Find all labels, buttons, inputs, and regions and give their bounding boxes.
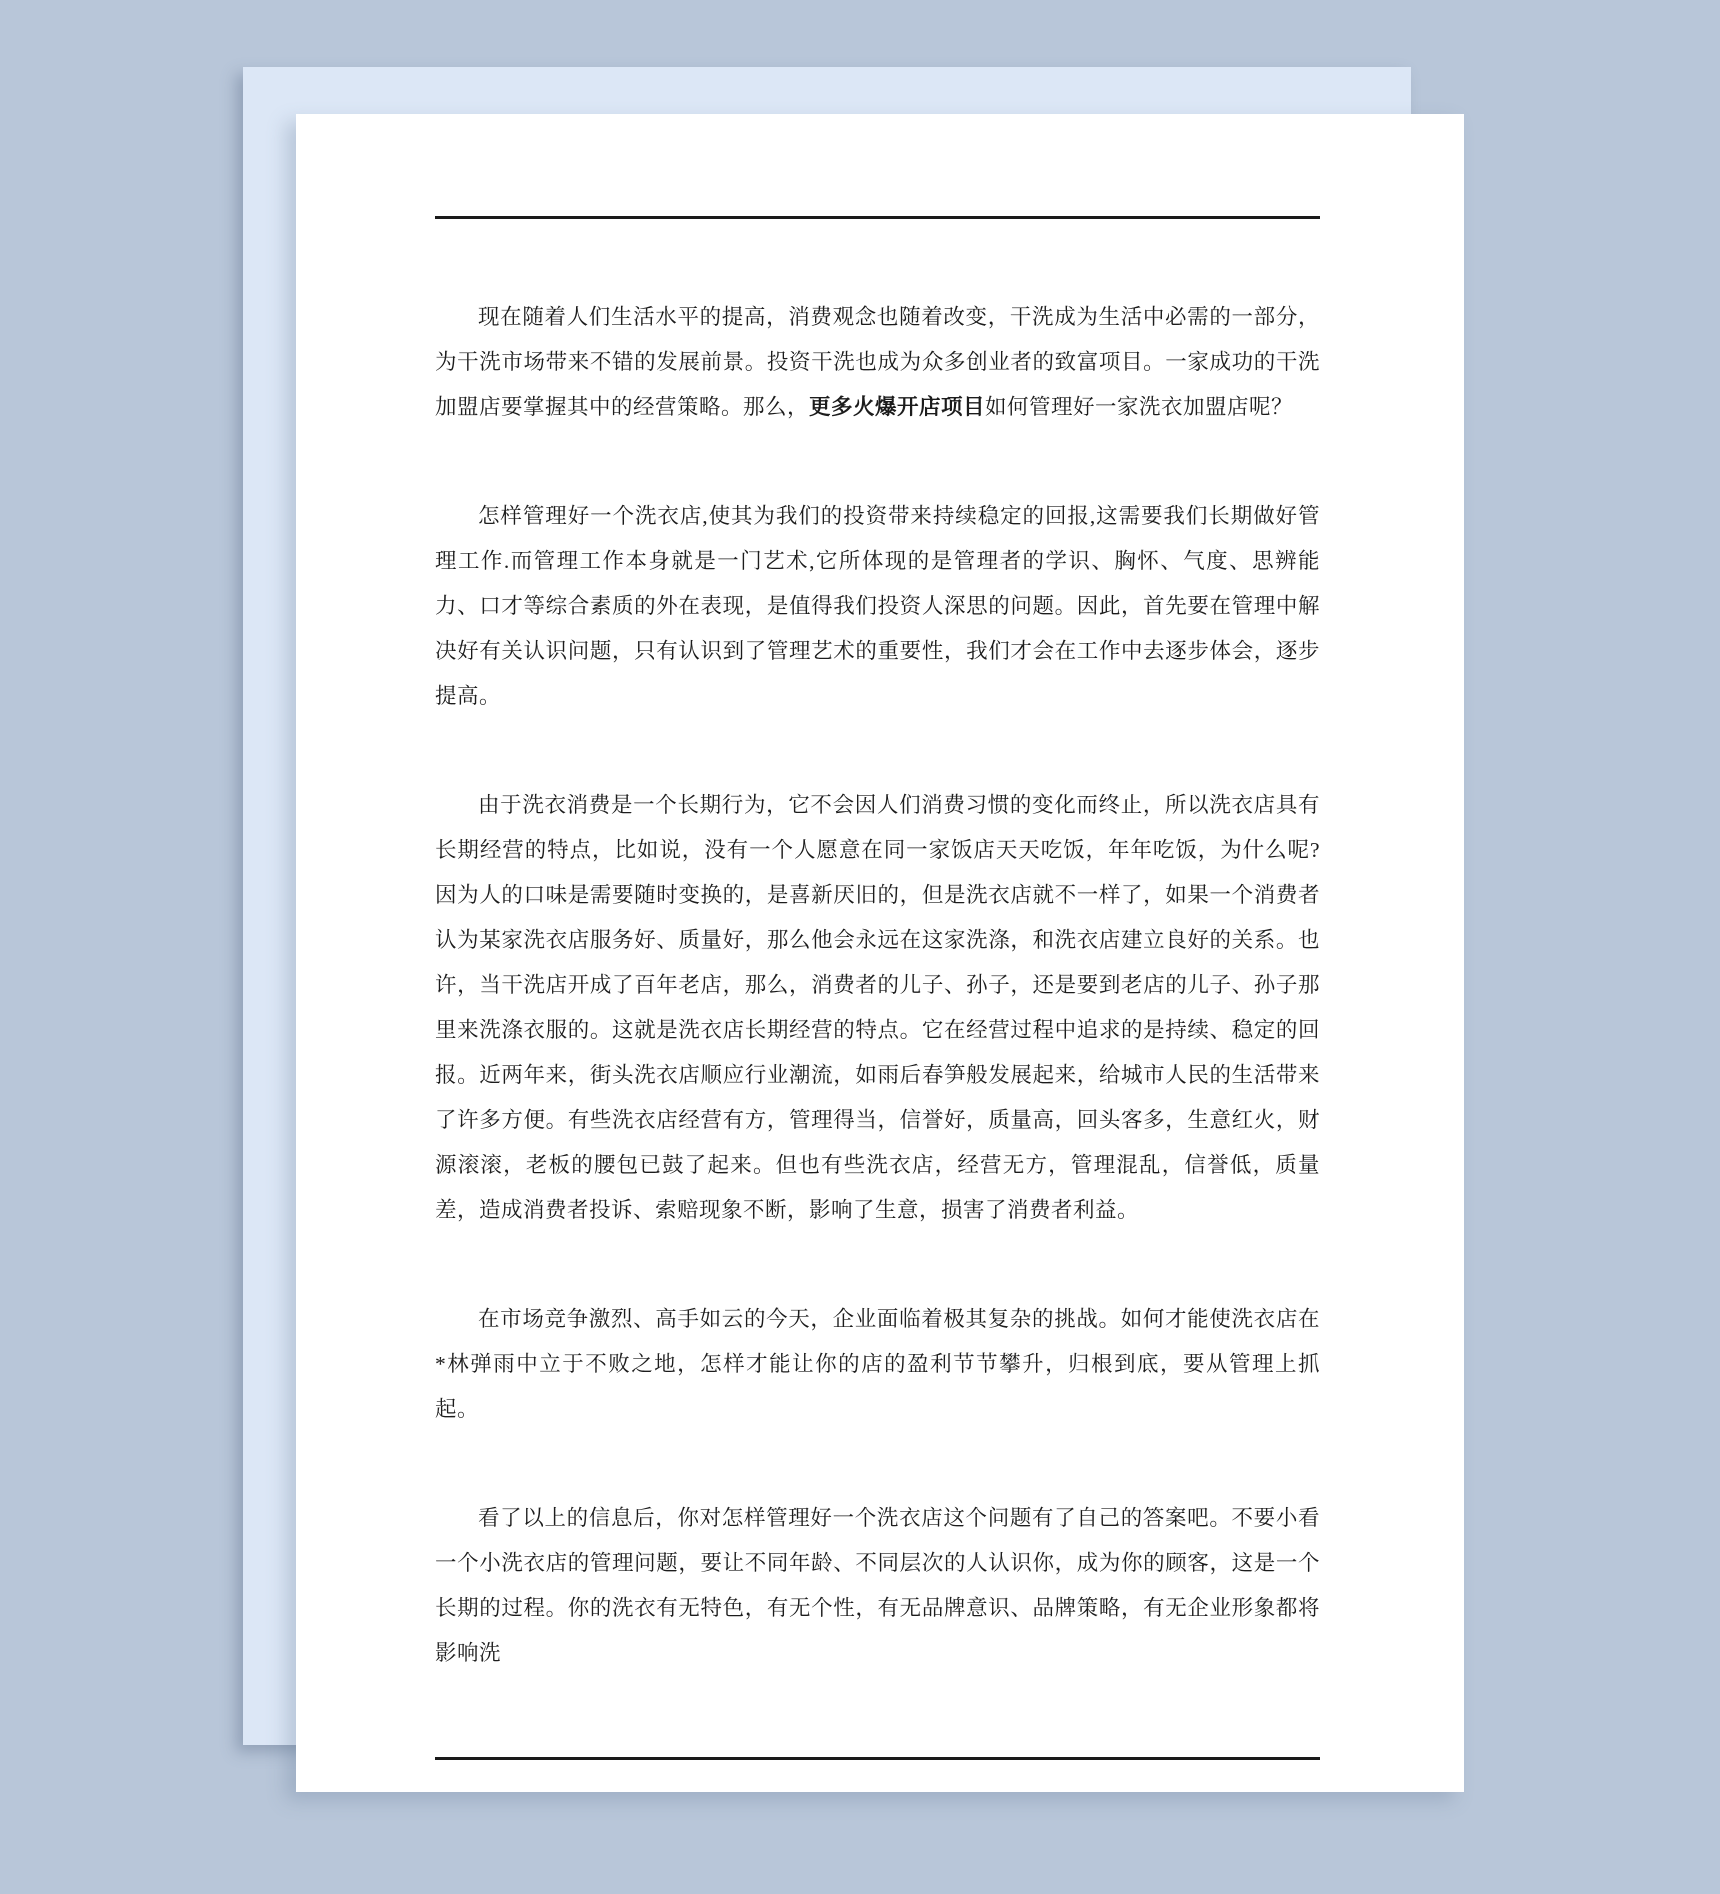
paragraph-1 (435, 295, 1320, 430)
document-page (296, 114, 1464, 1792)
paragraph-2: 怎样管理好一个洗衣店,使其为我们的投资带来持续稳定的回报,这需要我们长期做好管理工作.而管理工作本身就是一门艺术,它所体现的是管理者的学识、胸怀、气度、思辨能力、口才等综合素质的外在表现，是值得我们投资人深思的问题。因此，首先要在管理中解决好有关认识问题，只有认识到了管理艺术的重要性，我们才会在工作中去逐步体会，逐步提高。 (435, 504, 1320, 708)
document-body (435, 295, 1320, 1676)
paragraph-1-bold-phrase: 更多火爆开店项目 (809, 395, 986, 419)
page-margins (296, 216, 1464, 1894)
paragraph-1-text: 现在随着人们生活水平的提高，消费观念也随着改变，干洗成为生活中必需的一部分，为干洗市场带来不错的发展前景。投资干洗也成为众多创业者的致富项目。一家成功的干洗加盟店要掌握其中的经营策略。那么， (435, 305, 1320, 419)
paragraph-1-text-end: 如何管理好一家洗衣加盟店呢？ (985, 395, 1294, 419)
paragraph-3: 由于洗衣消费是一个长期行为，它不会因人们消费习惯的变化而终止，所以洗衣店具有长期经营的特点，比如说，没有一个人愿意在同一家饭店天天吃饭，年年吃饭，为什么呢?因为人的口味是需要随时变换的，是喜新厌旧的，但是洗衣店就不一样了，如果一个消费者认为某家洗衣店服务好、质量好，那么他会永远在这家洗涤，和洗衣店建立良好的关系。也许，当干洗店开成了百年老店，那么，消费者的儿子、孙子，还是要到老店的儿子、孙子那里来洗涤衣服的。这就是洗衣店长期经营的特点。它在经营过程中追求的是持续、稳定的回报。近两年来，街头洗衣店顺应行业潮流，如雨后春笋般发展起来，给城市人民的生活带来了许多方便。有些洗衣店经营有方，管理得当，信誉好，质量高，回头客多，生意红火，财源滚滚，老板的腰包已鼓了起来。但也有些洗衣店，经营无方，管理混乱，信誉低，质量差，造成消费者投诉、索赔现象不断，影响了生意，损害了消费者利益。 (435, 793, 1320, 1222)
footer-rule (435, 1757, 1320, 1760)
header-rule (435, 216, 1320, 219)
paragraph-5: 看了以上的信息后，你对怎样管理好一个洗衣店这个问题有了自己的答案吧。不要小看一个小洗衣店的管理问题，要让不同年龄、不同层次的人认识你，成为你的顾客，这是一个长期的过程。你的洗衣有无特色，有无个性，有无品牌意识、品牌策略，有无企业形象都将影响洗 (435, 1506, 1320, 1665)
paragraph-4: 在市场竞争激烈、高手如云的今天，企业面临着极其复杂的挑战。如何才能使洗衣店在*林弹雨中立于不败之地，怎样才能让你的店的盈利节节攀升，归根到底，要从管理上抓起。 (435, 1307, 1320, 1421)
